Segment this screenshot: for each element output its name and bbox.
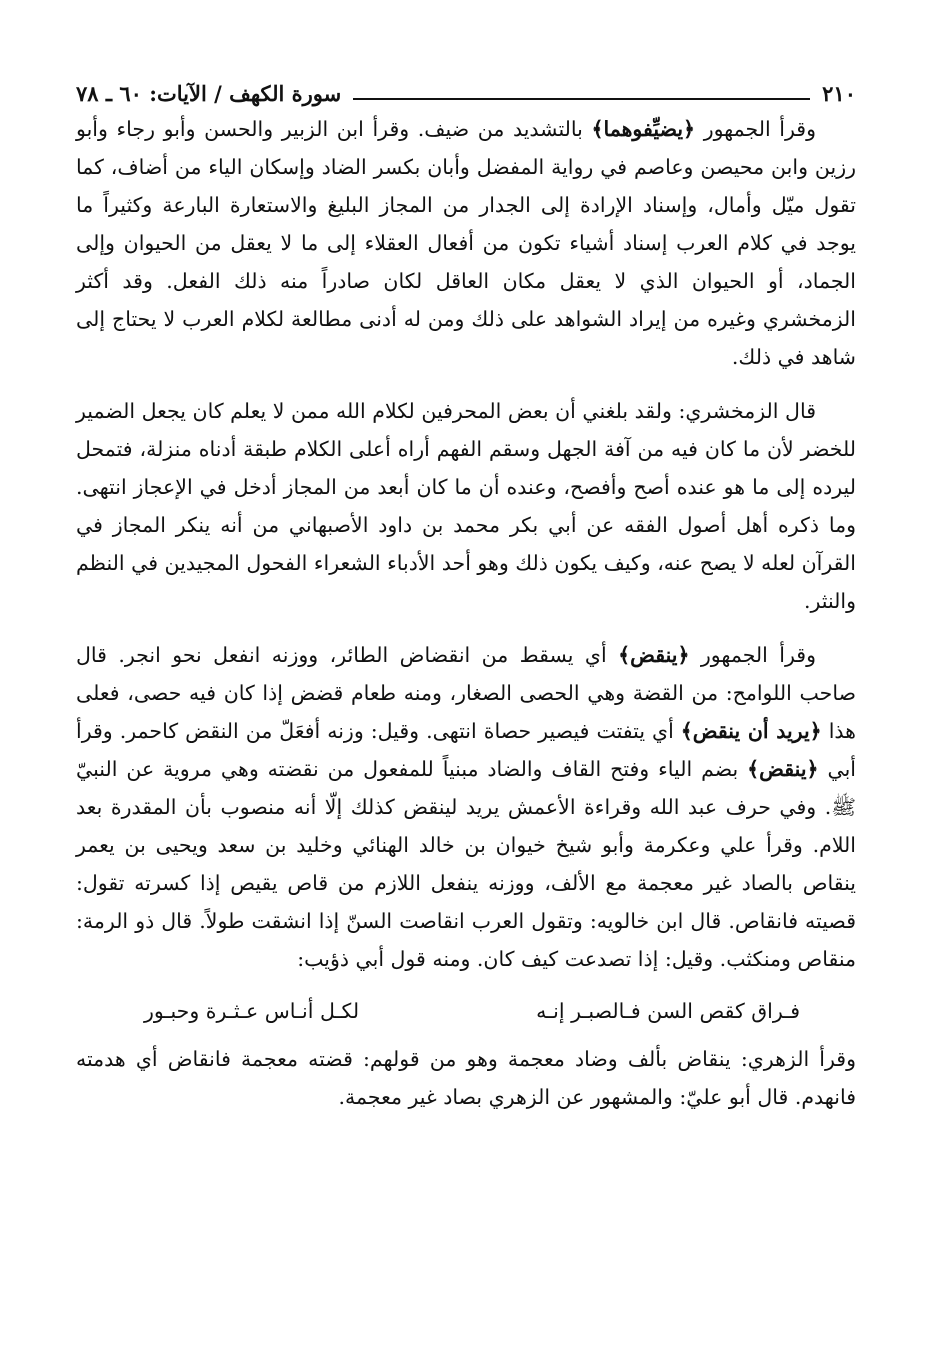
paragraph [76,110,856,376]
quranic-quote: ﴿يريد أن ينقض﴾ [680,719,822,743]
quranic-quote: ﴿ينقض﴾ [618,643,690,667]
paragraph [76,636,856,978]
quranic-quote: ﴿يضيِّفوهما﴾ [591,117,696,141]
paragraph-text: بالتشديد من ضيف. وقرأ ابن الزبير والحسن وأبو رجاء وأبو رزين وابن محيصن وعاصم في رواية المفضل وأبان بكسر الضاد وإسكان الياء من أضاف، كما تقول ميّل وأمال، وإسناد الإرادة إلى الجدار من المجاز البليغ والاستعارة البارعة وكثيراً ما يوجد في كلام العرب إسناد أشياء تكون من أفعال العقلاء إلى ما لا يعقل من الحيوان وإلى الجماد، أو الحيوان الذي لا يعقل مكان العاقل لكان صادراً منه ذلك الفعل. وقد أكثر الزمخشري وغيره من إيراد الشواهد على ذلك ومن له أدنى مطالعة لكلام العرب لا يحتاج إلى شاهد في ذلك. [76,117,856,369]
page-number: ٢١٠ [822,81,856,106]
final-paragraph: وقرأ الزهري: ينقاض بألف وضاد معجمة وهو من قولهم: قضته معجمة فانقاض أي هدمته فانهدم. قال أبو عليّ: والمشهور عن الزهري بصاد غير معجمة. [76,1047,856,1109]
verse-first-hemistich: فـراق كقص السن فـالصبـر إنـه [536,999,800,1023]
body-text [76,110,856,1116]
paragraph-text: قال الزمخشري: ولقد بلغني أن بعض المحرفين لكلام الله ممن لا يعلم كان يجعل الضمير للخضر لأن ما كان فيه من آفة الجهل وسقم الفهم أراه أعلى الكلام طبقة أدناه منزلة، فتمحل ليرده إلى ما هو عنده أصح وأفصح، وعنده أن ما كان أبعد من المجاز أدخل في الإعجاز انتهى. وما ذكره أهل أصول الفقه عن أبي بكر محمد بن داود الأصبهاني من أنه ينكر المجاز في القرآن لعله لا يصح عنه، وكيف يكون ذلك وهو أحد الأدباء الشعراء الفحول المجيدين في النظم والنثر. [76,399,856,613]
paragraph-text: وقرأ الجمهور [689,643,816,667]
quranic-quote: ﴿ينقض﴾ [747,757,819,781]
paragraph [76,392,856,620]
header-rule [353,98,810,100]
paragraph-text: أي يسقط من انقضاض الطائر، ووزنه انفعل نحو انجر. قال صاحب اللوامح: من القضة وهي الحصى الصغار، ومنه طعام قضض إذا كان فيه حصى، فعلى هذا [76,643,856,743]
poetry-verse [76,992,856,1030]
running-title: سورة الكهف / الآيات: ٦٠ ـ ٧٨ [76,81,342,106]
verse-second-hemistich: لكـل أنـاس عـثـرة وحبـور [144,999,360,1023]
paragraph-text: أي يتفتت فيصير حصاة انتهى. وقيل: وزنه أفعَلّ من النقض كاحمر. وقرأ أبي [76,719,856,781]
running-header [76,70,856,104]
paragraph-text: بضم الياء وفتح القاف والضاد مبنياً للمفعول من نقضته وهي مروية عن النبيّ ﷺ. وفي حرف عبد الله وقراءة الأعمش يريد لينقض كذلك إلّا أنه منصوب بأن المقدرة بعد اللام. وقرأ علي وعكرمة وأبو شيخ خيوان بن خالد الهنائي وخليد بن سعد ويحيى بن يعمر ينقاص بالصاد غير معجمة مع الألف، ووزنه ينفعل اللازم من قاص يقيص إذا كسرته تقول: قصيته فانقاص. قال ابن خالويه: وتقول العرب انقاصت السنّ إذا انشقت طولاً. قال ذو الرمة: منقاص ومنكثب. وقيل: إذا تصدعت كيف كان. ومنه قول أبي ذؤيب: [76,757,856,971]
paragraph-text: وقرأ الجمهور [695,117,816,141]
document-page [76,70,856,1306]
